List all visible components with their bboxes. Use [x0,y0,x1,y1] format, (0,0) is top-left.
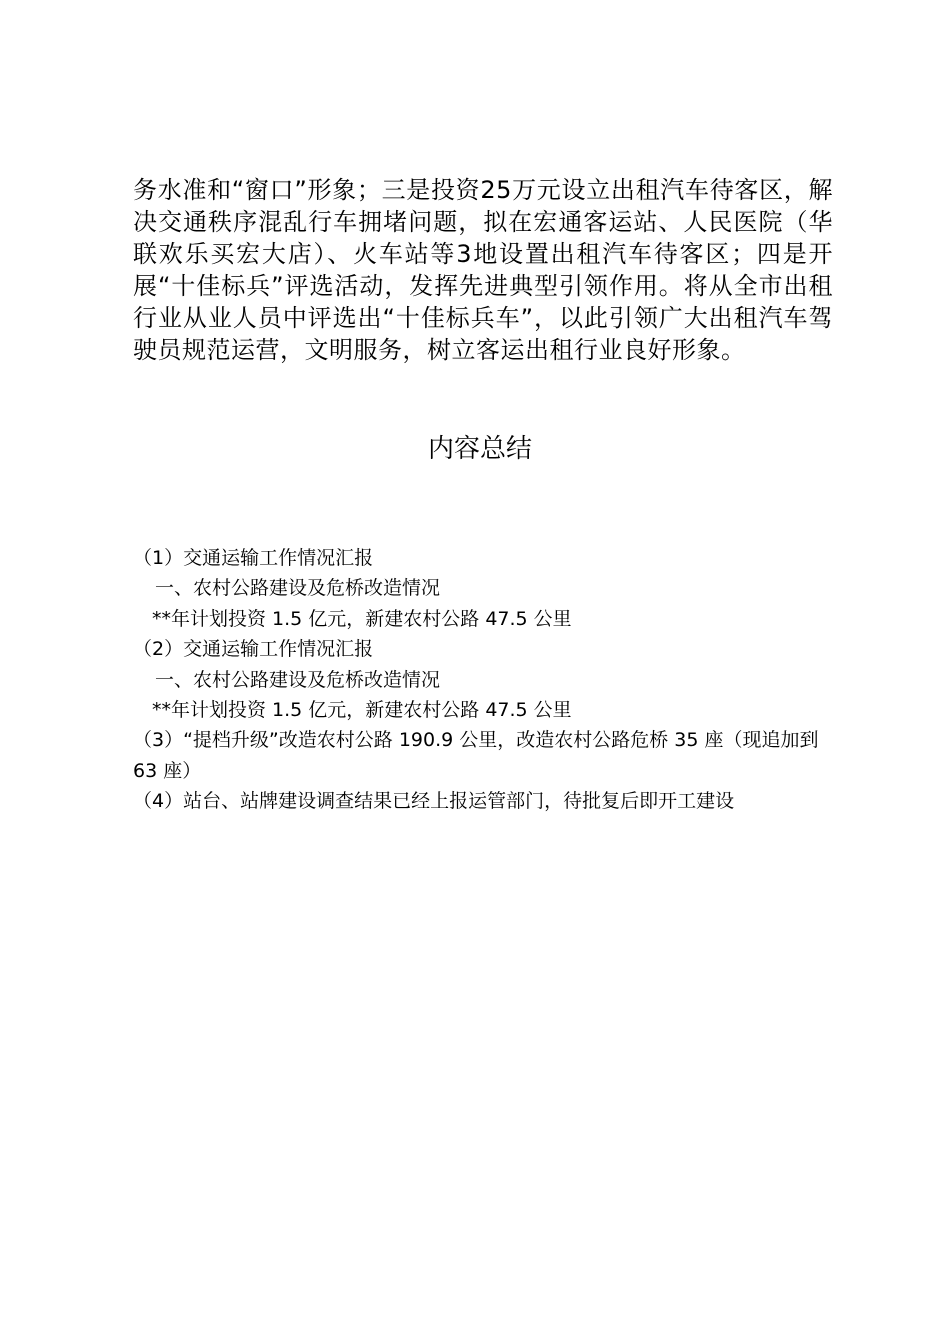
summary-item-2-subheading: 一、农村公路建设及危桥改造情况 [155,668,441,691]
section-heading: 内容总结 [427,434,532,464]
summary-item-3: （3）“提档升级”改造农村公路 190.9 公里，改造农村公路危桥 35 座（现追加到 63 座） [133,729,819,782]
body-paragraph: 务水准和“窗口”形象；三是投资25万元设立出租汽车待客区，解决交通秩序混乱行车拥堵问题，拟在宏通客运站、人民医院（华联欢乐买宏大店）、火车站等3地设置出租汽车待客区；四是开展“十佳标兵”评选活动，发挥先进典型引领作用。将从全市出租行业从业人员中评选出“十佳标兵车”，以此引领广大出租汽车驾驶员规范运营，文明服务，树立客运出租行业良好形象。 [133,176,833,364]
summary-list [133,543,838,817]
summary-item-1-title: （1）交通运输工作情况汇报 [133,547,374,569]
summary-item-4: （4）站台、站牌建设调查结果已经上报运管部门，待批复后即开工建设 [133,790,735,813]
summary-item-2-title: （2）交通运输工作情况汇报 [133,638,374,661]
summary-item-2-detail: **年计划投资 1.5 亿元，新建农村公路 47.5 公里 [152,699,572,722]
summary-item-1-subheading: 一、农村公路建设及危桥改造情况 [155,577,441,600]
summary-item-1-detail: **年计划投资 1.5 亿元，新建农村公路 47.5 公里 [152,607,572,630]
